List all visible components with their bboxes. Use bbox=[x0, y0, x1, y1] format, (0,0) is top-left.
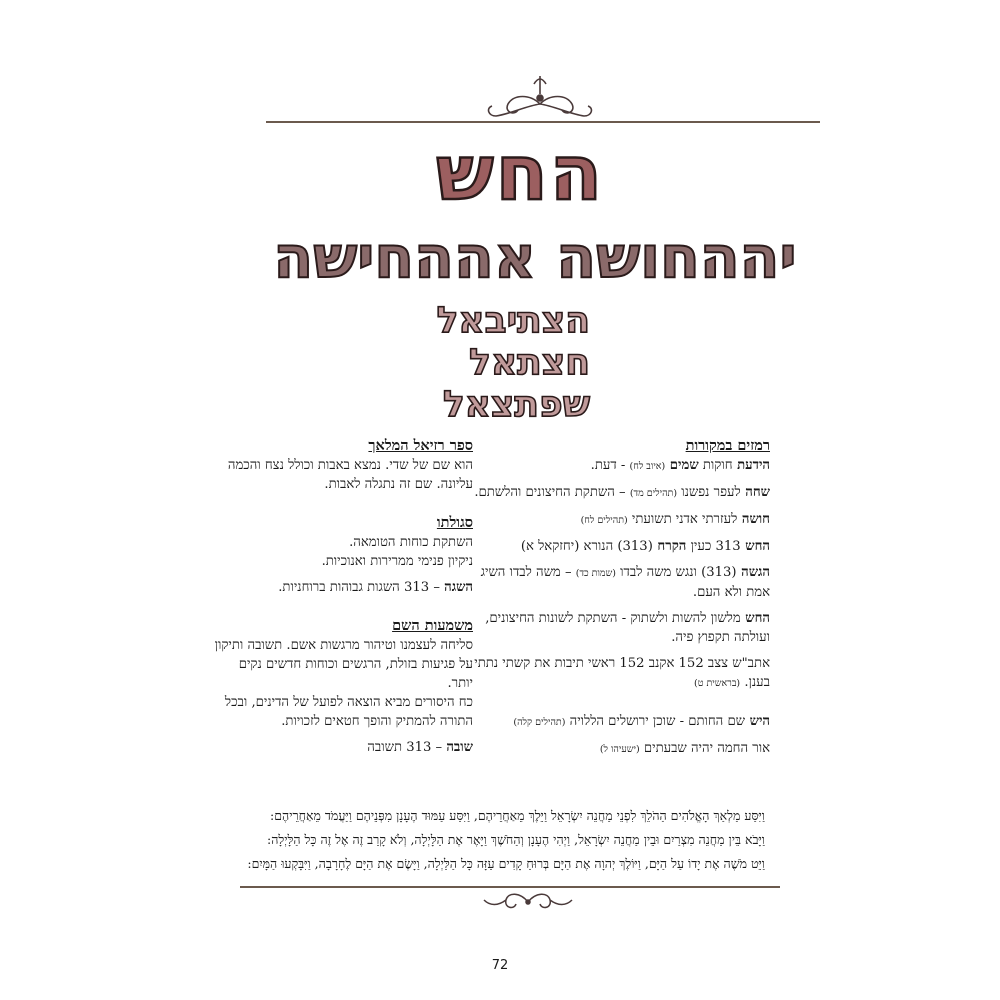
angel-name-3: שפתצאל bbox=[442, 384, 590, 425]
verses-block bbox=[205, 804, 765, 876]
angel-name-1: הצתיבאל bbox=[436, 300, 590, 341]
meaning-heading: משמעות השם bbox=[392, 617, 473, 634]
source-line: אתב"ש צצב 152 אקנב 152 ראשי תיבות את קשתי נתתי בענן. (בראשית ט) bbox=[474, 656, 770, 690]
source-line: שחה לעפר נפשנו (תהילים מד) – השתקת החיצונים והלשתם. bbox=[474, 485, 770, 500]
source-line: החש מלשון להשות ולשתוק - השתקת לשונות החיצונים, ועולתה תקפוץ פיה. bbox=[485, 611, 770, 645]
razi-text: הוא שם של שדי. נמצא באבות וכולל נצח והכמה עליונה. שם זה נתגלה לאבות. bbox=[227, 458, 473, 492]
page-number: 72 bbox=[491, 958, 509, 973]
segulato-hasaga: השגה – 313 השגות גבוהות ברוחניות. bbox=[278, 580, 473, 595]
verse-line: וַיֵּט מֹשֶׁה אֶת יָדוֹ עַל הַיָּם, וַיּוֹלֶךְ יְהוָה אֶת הַיָּם בְּרוּחַ קָדִים עַזָּה כָּל הַלַּיְלָה, וַיָּשֶׂם אֶת הַיָּם לֶחָרָבָה, וַיִּבָּקְעוּ הַמָּיִם: bbox=[247, 856, 765, 871]
page-subtitle: יההחושה אההחישה bbox=[273, 223, 797, 291]
source-line: היש שם החותם - שוכן ירושלים הללויה (תהילים קלה) bbox=[513, 714, 770, 729]
source-line: חושה לעזרתי אדני תשועתי (תהילים לח) bbox=[580, 512, 770, 527]
meaning-line: סליחה לעצמנו וטיהור מרגשות אשם. תשובה ותיקון על פגיעות בזולת, הרגשים וכוחות חדשים נקים יותר. bbox=[214, 638, 473, 691]
source-line: אור החמה יהיה שבעתים (ישעיהו ל) bbox=[599, 741, 770, 756]
top-rule bbox=[266, 121, 820, 123]
segulato-line: ניקיון פנימי ממרירות ואנוכיות. bbox=[321, 554, 473, 569]
source-line: הידעת חוקות שמים (איוב לח) - דעת. bbox=[590, 458, 770, 473]
angel-name-2: חצתאל bbox=[469, 342, 590, 383]
meaning-shuva: שובה – 313 תשובה bbox=[367, 740, 473, 755]
source-line: הגשה (313) ונגש משה לבדו (שמות כד) – משה לבדו השיג אמת ולא העם. bbox=[480, 565, 770, 600]
source-line: החש 313 כעין הקרח (313) הנורא (יחזקאל א) bbox=[520, 539, 770, 554]
razi-heading: ספר רזיאל המלאך bbox=[368, 437, 473, 454]
segulato-line: השתקת כוחות הטומאה. bbox=[349, 535, 473, 550]
page-title: החש bbox=[435, 128, 605, 217]
bottom-ornament-icon bbox=[478, 888, 578, 916]
verse-line: וַיָּבֹא בֵּין מַחֲנֵה מִצְרַיִם וּבֵין מַחֲנֵה יִשְׂרָאֵל, וַיְהִי הֶעָנָן וְהַחֹשֶׁךְ וַיָּאֶר אֶת הַלָּיְלָה, וְלֹא קָרַב זֶה אֶל זֶה כָּל הַלָּיְלָה: bbox=[267, 832, 765, 847]
segulato-heading: סגולתו bbox=[436, 514, 473, 531]
meaning-line: כח היסורים מביא הוצאה לפועל של הדינים, ובכל התורה להמתיק והופך חטאים לזכויות. bbox=[224, 695, 473, 729]
sources-heading: רמזים במקורות bbox=[685, 437, 770, 454]
top-ornament-icon bbox=[470, 72, 610, 122]
sources-column bbox=[470, 436, 770, 759]
info-column bbox=[211, 436, 473, 757]
verse-line: וַיִּסַּע מַלְאַךְ הָאֱלֹהִים הַהֹלֵךְ לִפְנֵי מַחֲנֵה יִשְׂרָאֵל וַיֵּלֶךְ מֵאַחֲרֵיהֶם, וַיִּסַּע עַמּוּד הֶעָנָן מִפְּנֵיהֶם וַיַּעֲמֹד מֵאַחֲרֵיהֶם: bbox=[270, 808, 765, 823]
